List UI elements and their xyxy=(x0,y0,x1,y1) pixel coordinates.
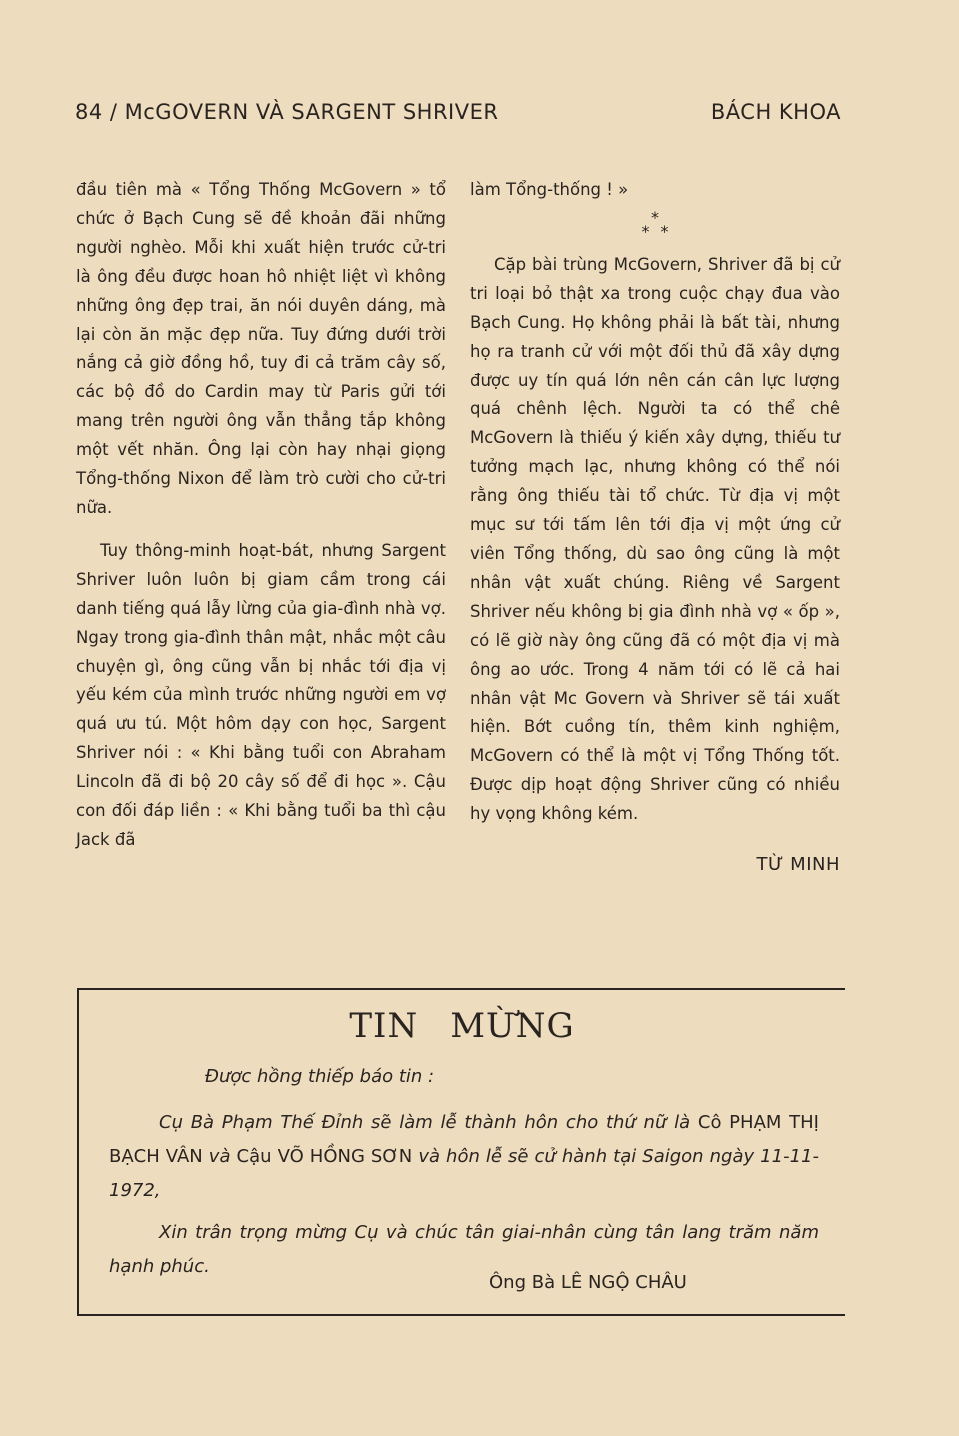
announcement-text-and: và xyxy=(208,1146,231,1167)
announcement-text-a: Cụ Bà Phạm Thế Đỉnh sẽ làm lễ thành hôn cho thứ nữ là xyxy=(159,1112,691,1133)
asterisk-left: * xyxy=(641,221,650,241)
announcement-body xyxy=(109,1106,819,1284)
title-word-tin: TIN xyxy=(349,1006,419,1046)
right-column xyxy=(470,176,840,880)
running-header xyxy=(75,100,841,134)
right-paragraph-2: Cặp bài trùng McGovern, Shriver đã bị cử tri loại bỏ thật xa trong cuộc chạy đua vào Bạch Cung. Họ không phải là bất tài, nhưng họ ra tranh cử với một đối thủ đã xây dựng được uy tín quá lớn nên cán cân lực lượng quá chênh lệch. Người ta có thể chê McGovern là thiếu ý kiến xây dựng, thiếu tư tưởng mạch lạc, nhưng không có thể nói rằng ông thiếu tài tổ chức. Từ địa vị một mục sư tới tấm lên tới địa vị một ứng cử viên Tổng thống, dù sao ông cũng là một nhân vật xuất chúng. Riêng về Sargent Shriver nếu không bị gia đình nhà vợ « ốp », có lẽ giờ này ông cũng đã có một địa vị mà ông ao ước. Trong 4 năm tới có lẽ cả hai nhân vật Mc Govern và Shriver sẽ tái xuất hiện. Bớt cuồng tín, thêm kinh nghiệm, McGovern có thể là một vị Tổng Thống tốt. Được dịp hoạt động Shriver cũng có nhiều hy vọng không kém. xyxy=(470,254,840,824)
author-signature: TỪ MINH xyxy=(756,854,840,876)
groom-name: Cậu VÕ HỒNG SƠN xyxy=(236,1146,413,1167)
left-column xyxy=(76,176,446,855)
asterisk-top: * xyxy=(651,207,659,227)
announcement-box xyxy=(77,988,845,1316)
section-separator-asterisks xyxy=(470,207,840,241)
left-paragraph-2: Tuy thông-minh hoạt-bát, nhưng Sargent Shriver luôn luôn bị giam cầm trong cái danh tiếng quá lẫy lừng của gia-đình nhà vợ. Ngay trong gia-đình thân mật, nhắc một câu chuyện gì, ông cũng vẫn bị nhắc tới địa vị yếu kém của mình trước những người em vợ quá ưu tú. Một hôm dạy con học, Sargent Shriver nói : « Khi bằng tuổi con Abraham Lincoln đã đi bộ 20 cây số để đi học ». Cậu con đối đáp liền : « Khi bằng tuổi ba thì cậu Jack đã xyxy=(76,540,446,849)
right-paragraph-1: làm Tổng-thống ! » xyxy=(470,180,629,199)
magazine-name: BÁCH KHOA xyxy=(710,100,841,124)
announcement-paragraph-1 xyxy=(109,1106,819,1208)
asterisk-right: * xyxy=(660,221,669,241)
title-word-mung: MỪNG xyxy=(450,1006,575,1046)
left-paragraph-1: đầu tiên mà « Tổng Thống McGovern » tổ chức ở Bạch Cung sẽ đề khoản đãi những người nghèo. Mỗi khi xuất hiện trước cử-tri là ông đều được hoan hô nhiệt liệt vì không những ông đẹp trai, ăn nói duyên dáng, mà lại còn ăn mặc đẹp nữa. Tuy đứng dưới trời nắng cả giờ đồng hồ, tuy đi cả trăm cây số, các bộ đồ do Cardin may từ Paris gửi tới mang trên người ông vẫn thẳng tắp không một vết nhăn. Ông lại còn hay nhại giọng Tổng-thống Nixon để làm trò cười cho cử-tri nữa. xyxy=(76,180,446,517)
announcement-text-date: và hôn lễ sẽ cử hành tại Saigon ngày 11-11-1972, xyxy=(109,1146,819,1201)
announcement-title xyxy=(79,1006,845,1046)
announcement-subtitle: Được hồng thiếp báo tin : xyxy=(205,1066,435,1087)
announcement-closing: Ông Bà LÊ NGỘ CHÂU xyxy=(489,1272,687,1293)
page-number-title: 84 / McGOVERN VÀ SARGENT SHRIVER xyxy=(75,100,499,124)
announcement-paragraph-2: Xin trân trọng mừng Cụ và chúc tân giai-nhân cùng tân lang trăm năm hạnh phúc. xyxy=(109,1222,819,1277)
bride-name: Cô PHẠM THỊ BẠCH VÂN xyxy=(109,1112,819,1167)
